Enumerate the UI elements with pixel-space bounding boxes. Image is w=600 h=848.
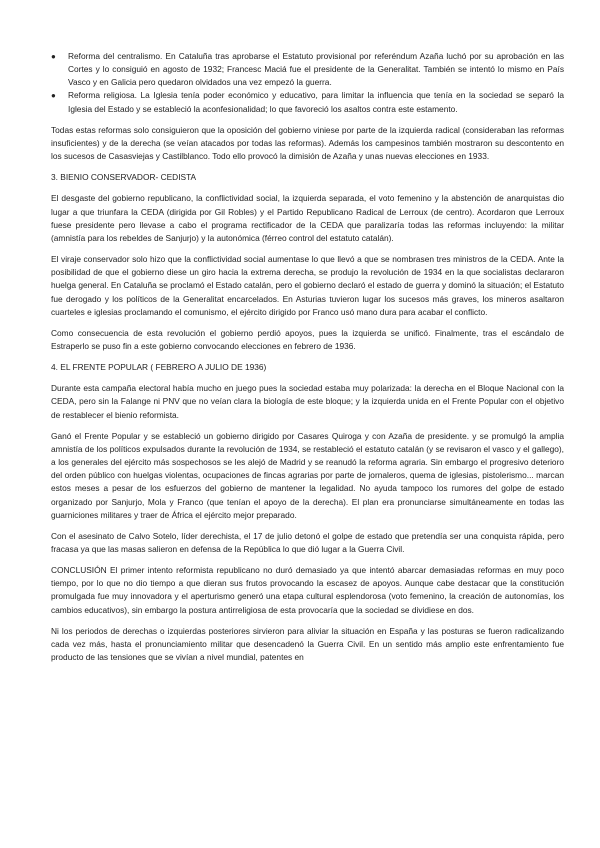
list-item-text: Reforma religiosa. La Iglesia tenía poder económico y educativo, para limitar la influencia que tenía en la sociedad se separó la Iglesia del Estado y se estableció la aconfesionalidad; lo que favoreció los asaltos contra este estamento. bbox=[68, 90, 564, 114]
paragraph: Como consecuencia de esta revolución el gobierno perdió apoyos, pues la izquierda se unificó. Finalmente, tras el escándalo de Estraperlo se puso fin a este gobierno convocando elecciones en febrero de 1936. bbox=[51, 327, 564, 351]
paragraph: Ganó el Frente Popular y se estableció un gobierno dirigido por Casares Quiroga y con Azaña de presidente. y se promulgó la amplia amnistía de los políticos expulsados durante la revolución de 1934, se restableció el estatuto catalán (y se revisaron el vasco y el gallego), a los generales del ejército más sospechosos se les alejó de Madrid y se reanudó la reforma agraria. Sin embargo el progresivo deterioro del orden público con huelgas violentas, ocupaciones de fincas agrarias por parte de jornaleros, quema de iglesias, pistolerismo... marcan estos meses a pesar de los esfuerzos del gobierno de mantener la legalidad. No ayuda tampoco los rumores del golpe de estado organizado por Sanjurjo, Mola y Franco (que tenían el apoyo de la derecha). El plan era pronunciarse simultáneamente en todas las guarniciones militares y traer de África el ejército mejor preparado. bbox=[51, 430, 564, 520]
list-item-text: Reforma del centralismo. En Cataluña tras aprobarse el Estatuto provisional por referéndum Azaña luchó por su aprobación en las Cortes y lo consiguió en agosto de 1932; Francesc Maciá fue el presidente de la Generalitat. También se intentó lo mismo en País Vasco y en Galicia pero quedaron olvidados una vez empezó la guerra. bbox=[68, 51, 564, 88]
reform-list bbox=[51, 50, 564, 116]
paragraph: El desgaste del gobierno republicano, la conflictividad social, la izquierda separada, el voto femenino y la abstención de anarquistas dio lugar a que triunfara la CEDA (dirigida por Gil Robles) y el Partido Republicano Radical de Lerroux (de centro). Acordaron que Lerroux fuese presidente pero llevase a cabo el programa rectificador de la CEDA que paralizaría todas las reformas incluyendo: la militar (amnistía para los rebeldes de Sanjurjo) y la autonómica (férreo control del estatuto catalán). bbox=[51, 193, 564, 243]
bullet-icon: ● bbox=[51, 52, 56, 61]
paragraph: Todas estas reformas solo consiguieron que la oposición del gobierno viniese por parte de la izquierda radical (consideraban las reformas insuficientes) y de la derecha (se veían atacados por todas las reformas). Además los campesinos también mostraron su descontento en los sucesos de Casasviejas y Castilblanco. Todo ello provocó la dimisión de Azaña y unas nuevas elecciones en 1933. bbox=[51, 124, 564, 162]
paragraph: Con el asesinato de Calvo Sotelo, líder derechista, el 17 de julio detonó el golpe de estado que pretendía ser una conquista rápida, pero fracasa ya que las masas salieron en defensa de la República lo que dió lugar a la Guerra Civil. bbox=[51, 530, 564, 554]
paragraph: Durante esta campaña electoral había mucho en juego pues la sociedad estaba muy polarizada: la derecha en el Bloque Nacional con la CEDA, pero sin la Falange ni PNV que no veían clara la biología de este bloque; y la izquierda unida en el Frente Popular con el objetivo de restablecer el bienio reformista. bbox=[51, 383, 564, 420]
list-item bbox=[51, 89, 564, 115]
paragraph: CONCLUSIÓN El primer intento reformista republicano no duró demasiado ya que intentó abarcar demasiadas reformas en muy poco tiempo, por lo que no dio tiempo a que dieran sus frutos provocando la escasez de apoyos. Aunque cabe destacar que la constitución promulgada fue muy innovadora y el aperturismo generó una etapa cultural esplendorosa (voto femenino, la creación de autonomías, los cambios educativos), sin embargo la postura antirreligiosa de esta provocaría que la sociedad se dividiese en dos. bbox=[51, 565, 564, 615]
paragraph: El viraje conservador solo hizo que la conflictividad social aumentase lo que llevó a que se nombrasen tres ministros de la CEDA. Ante la posibilidad de que el gobierno diese un giro hacia la extrema derecha, se produjo la revolución de 1934 en la que socialistas declararon huelga general. En Cataluña se proclamó el Estado catalán, pero el gobierno declaró el estado de guerra y dominó la situación; el Estatuto fue derogado y los políticos de la Generalitat encarcelados. En Asturias tuvieron lugar los sucesos más graves, los mineros asaltaron cuarteles e iglesias proclamando el comunismo, el ejército dirigido por Franco usó mano dura para acabar el conflicto. bbox=[51, 254, 565, 317]
list-item bbox=[51, 50, 564, 89]
section-heading: 4. EL FRENTE POPULAR ( FEBRERO A JULIO DE 1936) bbox=[51, 362, 267, 373]
paragraph: Ni los periodos de derechas o izquierdas posteriores sirvieron para aliviar la situación en España y las posturas se fueron radicalizando cada vez más, hasta el pronunciamiento militar que desencadenó la Guerra Civil. En un sentido más amplio este enfrentamiento fue producto de las tensiones que se vivían a nivel mundial, patentes en bbox=[51, 625, 564, 663]
bullet-icon: ● bbox=[51, 91, 56, 101]
section-heading: 3. BIENIO CONSERVADOR- CEDISTA bbox=[51, 172, 197, 183]
